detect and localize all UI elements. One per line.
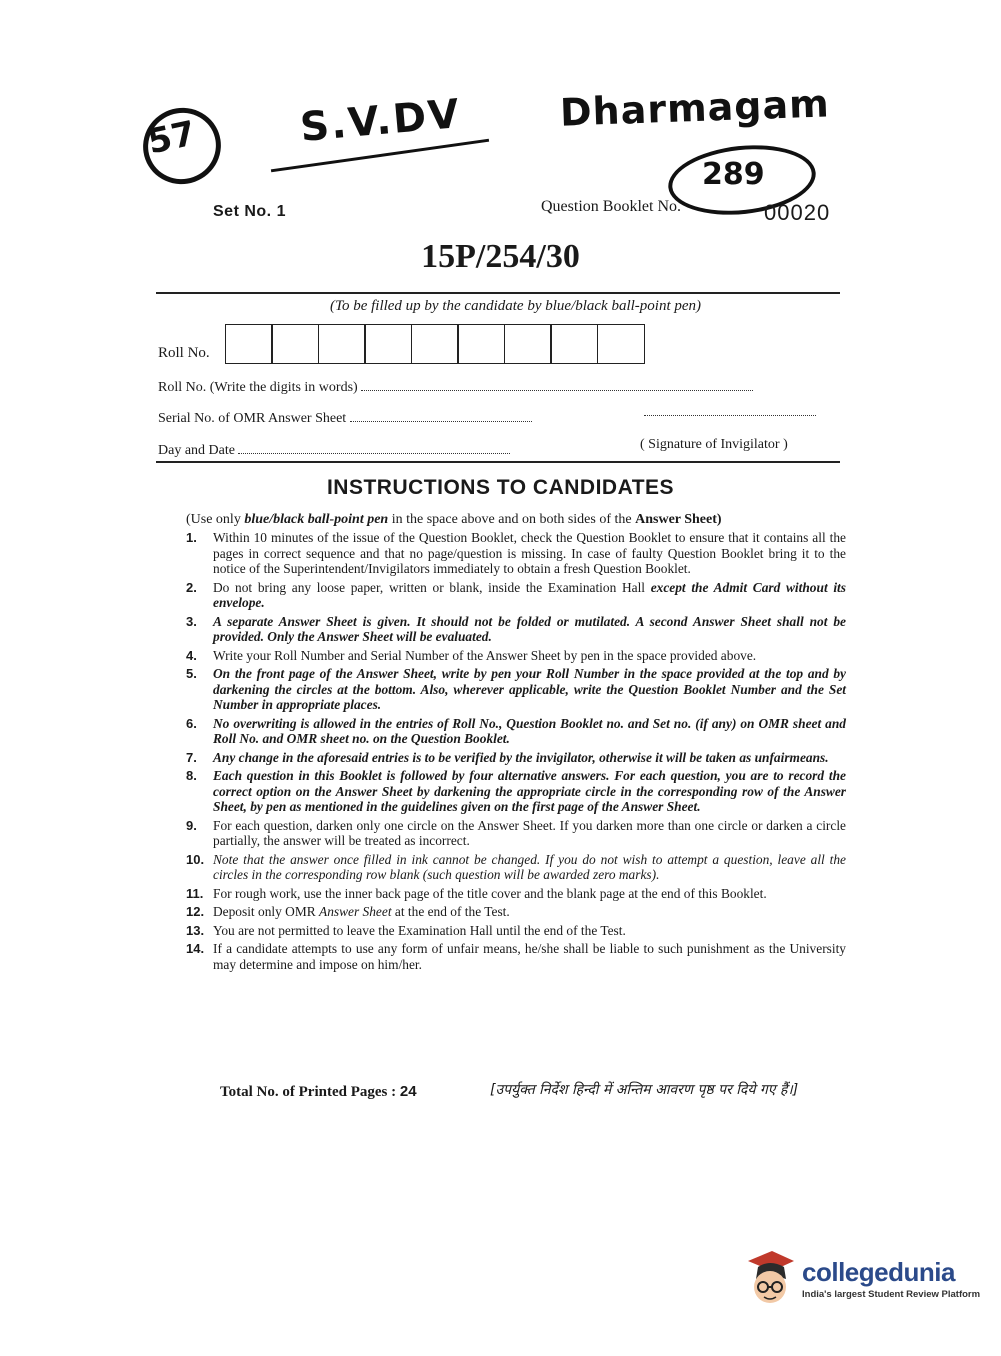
roll-words-field[interactable] — [158, 380, 753, 396]
roll-words-line[interactable] — [361, 386, 753, 391]
roll-number-boxes[interactable] — [226, 324, 645, 364]
instruction-text: On the front page of the Answer Sheet, write by pen your Roll Number in the space provided at the top and by darkening the circles at the bottom. Also, wherever applicable, write the Question Booklet Number and the Set Number in appropriate places. — [213, 666, 846, 712]
handwritten-number: 57 — [144, 113, 199, 163]
instruction-item — [186, 904, 846, 920]
roll-box[interactable] — [597, 324, 645, 364]
roll-box[interactable] — [318, 324, 366, 364]
instruction-number: 4. — [186, 647, 197, 663]
form-rule — [156, 461, 840, 463]
logo-name: collegedunia — [802, 1256, 955, 1287]
use-only-note — [186, 512, 722, 528]
roll-box[interactable] — [457, 324, 505, 364]
instruction-number: 6. — [186, 715, 197, 731]
question-booklet-label: Question Booklet No. — [541, 198, 681, 215]
instruction-text: You are not permitted to leave the Examination Hall until the end of the Test. — [213, 922, 626, 938]
instruction-number: 10. — [186, 851, 205, 867]
instruction-text: Write your Roll Number and Serial Number of the Answer Sheet by pen in the space provided above. — [213, 647, 757, 663]
omr-serial-label: Serial No. of OMR Answer Sheet — [158, 411, 347, 426]
instruction-number: 3. — [186, 613, 197, 629]
instruction-number: 7. — [186, 749, 197, 765]
roll-box[interactable] — [411, 324, 459, 364]
instruction-text: at the end of the Test. — [391, 904, 510, 919]
signature-label: ( Signature of Invigilator ) — [640, 437, 788, 452]
instruction-item — [186, 648, 846, 664]
fill-note: (To be filled up by the candidate by blue/black ball-point pen) — [329, 298, 702, 314]
total-pages — [220, 1083, 417, 1101]
paper-code: 15P/254/30 — [421, 238, 580, 275]
instruction-text: Note that the answer once filled in ink cannot be changed. If you do not wish to attempt a question, leave all the circles in the corresponding row blank (such question will be awarded zero marks). — [213, 851, 846, 882]
instruction-text: No overwriting is allowed in the entries of Roll No., Question Booklet no. and Set no. (if any) on OMR sheet and Roll No. and OMR sheet no. on the Question Booklet. — [213, 715, 846, 746]
instructions-title: INSTRUCTIONS TO CANDIDATES — [326, 476, 675, 499]
instruction-item — [186, 941, 846, 972]
roll-box[interactable] — [364, 324, 412, 364]
instruction-text: Any change in the aforesaid entries is to be verified by the invigilator, otherwise it will be taken as unfairmeans. — [213, 749, 829, 765]
instruction-number: 14. — [186, 941, 205, 956]
instruction-number: 9. — [186, 817, 197, 833]
instruction-text: If a candidate attempts to use any form of unfair means, he/she shall be liable to such punishment as the University may determine and impose on him/her. — [213, 941, 846, 972]
logo-tagline: India's largest Student Review Platform — [802, 1288, 981, 1300]
instruction-item — [186, 923, 846, 939]
instruction-text-emphasis: except the Admit Card without its envelope. — [213, 579, 846, 610]
instruction-number: 2. — [186, 579, 197, 595]
instruction-text: A separate Answer Sheet is given. It should not be folded or mutilated. A second Answer Sheet shall not be provided. Only the Answer Sheet will be evaluated. — [213, 613, 846, 644]
total-pages-value: 24 — [399, 1083, 417, 1100]
use-only-sheet: Answer Sheet) — [635, 512, 722, 527]
instruction-list — [186, 530, 846, 975]
instruction-text: Within 10 minutes of the issue of the Question Booklet, check the Question Booklet to ensure that it contains all the pages in correct sequence and that no page/question is missing. In case of faulty Question Booklet bring it to the notice of the Superintendent/Invigilators immediately to obtain a fresh Question Booklet. — [213, 530, 846, 576]
use-only-text: (Use only — [186, 512, 245, 527]
handwritten-name: Dharmagam — [559, 81, 831, 135]
mascot-icon — [744, 1249, 796, 1307]
instruction-item — [186, 716, 846, 747]
signature-line[interactable] — [644, 415, 816, 416]
roll-words-label: Roll No. (Write the digits in words) — [158, 380, 358, 395]
roll-box[interactable] — [271, 324, 319, 364]
instruction-item — [186, 886, 846, 902]
omr-serial-field[interactable] — [158, 411, 532, 427]
instruction-item — [186, 768, 846, 815]
day-date-field[interactable] — [158, 443, 510, 459]
instruction-item — [186, 852, 846, 883]
instruction-number: 12. — [186, 904, 205, 919]
handwritten-college-code: S.V.DV — [298, 91, 463, 151]
instruction-item — [186, 530, 846, 577]
instruction-text: For rough work, use the inner back page of the title cover and the blank page at the end of this Booklet. — [213, 885, 767, 901]
top-rule — [156, 292, 840, 294]
collegedunia-logo[interactable] — [744, 1249, 980, 1307]
hindi-note: [उपर्युक्त निर्देश हिन्दी में अन्तिम आवरण पृष्ठ पर दिये गए हैं।] — [490, 1082, 799, 1098]
instruction-text: Each question in this Booklet is followed by four alternative answers. For each question, you are to record the correct option on the Answer Sheet by darkening the appropriate circle in the corresponding row of the Answer Sheet, by pen as mentioned in the guidelines given on the first page of the Answer Sheet. — [213, 768, 846, 814]
use-only-pen: blue/black ball-point pen — [244, 512, 389, 527]
roll-box[interactable] — [225, 324, 273, 364]
roll-number-label: Roll No. — [158, 345, 210, 361]
roll-box[interactable] — [504, 324, 552, 364]
instruction-number: 11. — [186, 885, 204, 901]
instruction-text: Deposit only OMR — [213, 904, 320, 919]
handwritten-booklet-number: 289 — [702, 157, 765, 192]
instruction-item — [186, 614, 846, 645]
day-date-label: Day and Date — [158, 443, 235, 458]
instruction-item — [186, 666, 846, 713]
question-booklet-number: 00020 — [764, 200, 831, 225]
day-date-line[interactable] — [238, 449, 510, 454]
instruction-text: Do not bring any loose paper, written or blank, inside the Examination Hall — [213, 579, 651, 595]
instruction-number: 13. — [186, 922, 205, 938]
roll-box[interactable] — [550, 324, 598, 364]
total-pages-label: Total No. of Printed Pages : — [220, 1084, 400, 1100]
instruction-number: 1. — [186, 530, 197, 545]
instruction-item — [186, 750, 846, 766]
logo-text — [802, 1257, 980, 1300]
omr-serial-line[interactable] — [350, 417, 532, 422]
use-only-text: in the space above and on both sides of the — [388, 512, 636, 527]
instruction-text-emphasis: Answer Sheet — [319, 904, 392, 919]
instruction-item — [186, 580, 846, 611]
instruction-number: 5. — [186, 666, 197, 681]
instruction-number: 8. — [186, 768, 197, 783]
instruction-text: For each question, darken only one circle on the Answer Sheet. If you darken more than one circle or darken a circle partially, the answer will be treated as incorrect. — [213, 817, 846, 848]
set-number: Set No. 1 — [213, 203, 286, 220]
instruction-item — [186, 818, 846, 849]
